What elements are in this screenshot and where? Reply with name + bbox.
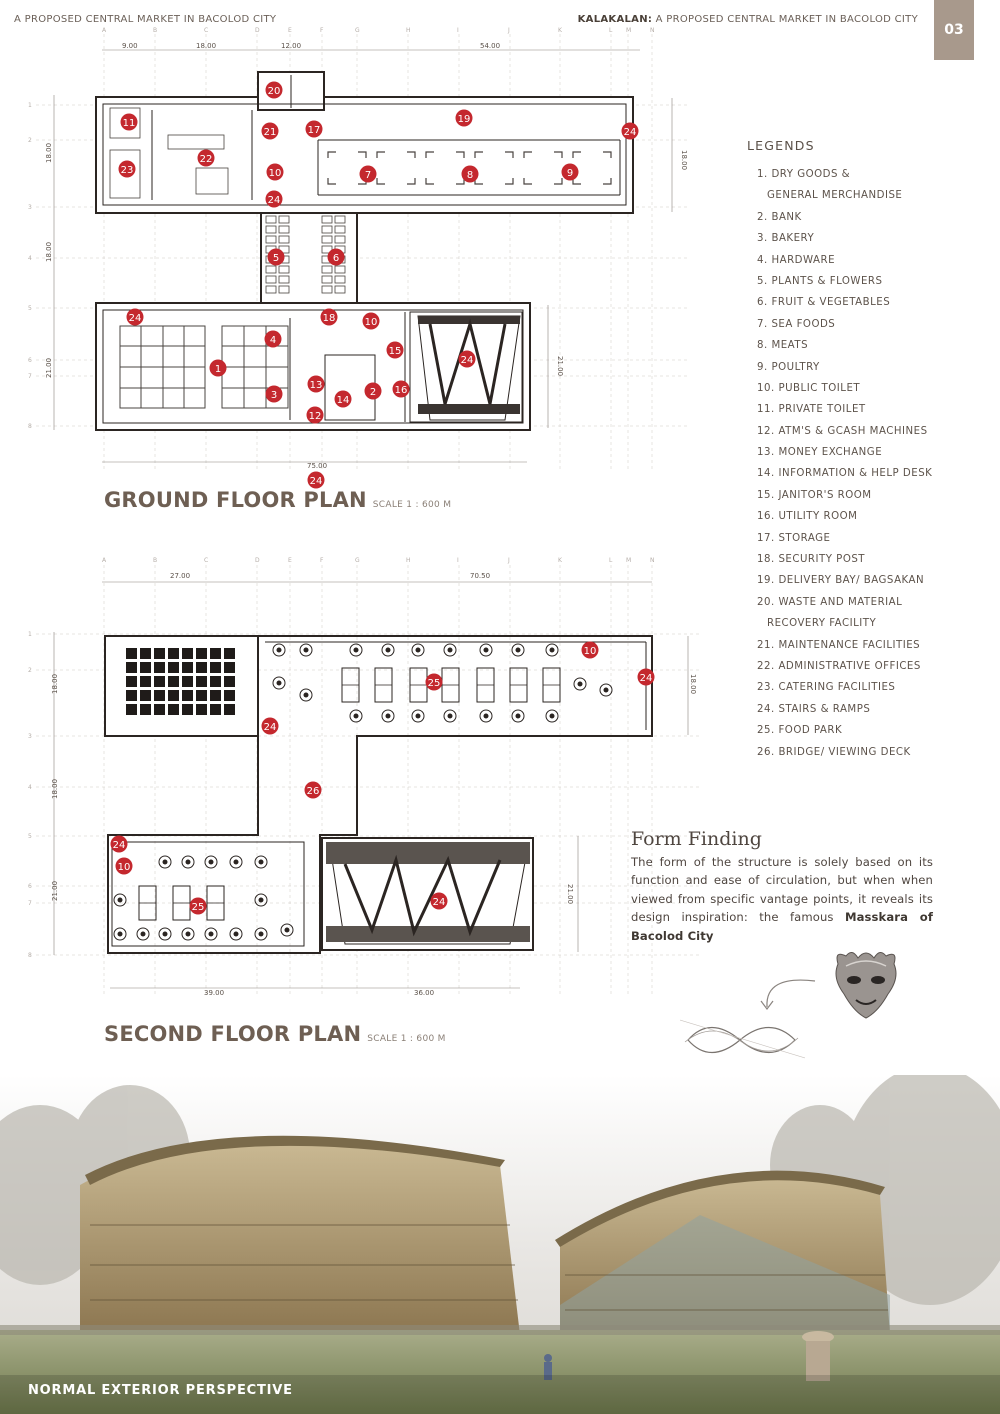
room-marker-number: 24 (460, 354, 474, 366)
gf-dim-bottom: 75.00 (307, 462, 328, 470)
legend-item (757, 230, 932, 251)
legend-item (757, 551, 932, 572)
room-marker (321, 309, 338, 326)
legend-item (757, 423, 932, 444)
legend-item-label: 21. MAINTENANCE FACILITIES (757, 639, 921, 651)
room-marker-number: 11 (122, 117, 136, 129)
room-marker-number: 24 (432, 896, 446, 908)
room-marker-number: 22 (199, 153, 213, 165)
grid-row-label: 8 (28, 423, 32, 430)
grid-col-label: F (320, 27, 324, 34)
legend-item-label: 7. SEA FOODS (757, 318, 836, 330)
room-marker (198, 150, 215, 167)
grid-col-label: B (153, 27, 158, 34)
sf-dim-bottom-2: 36.00 (414, 989, 435, 997)
room-marker-number: 24 (267, 194, 281, 206)
form-finding-body (631, 853, 933, 945)
grid-col-label: C (204, 557, 209, 564)
grid-col-label: H (406, 27, 411, 34)
grid-col-label: H (406, 557, 411, 564)
grid-col-label: I (457, 557, 459, 564)
room-marker-number: 2 (369, 386, 377, 398)
legend-item-label: 8. MEATS (757, 340, 809, 352)
legend-item-label: 16. UTILITY ROOM (757, 511, 858, 523)
header-project-subtitle: A PROPOSED CENTRAL MARKET IN BACOLOD CITY (652, 14, 918, 25)
grid-col-label: M (626, 27, 632, 34)
legend-item-label: 6. FRUIT & VEGETABLES (757, 297, 891, 309)
room-marker (459, 351, 476, 368)
grid-row-label: 6 (28, 883, 32, 890)
ground-floor-title: GROUND FLOOR PLAN (104, 488, 367, 512)
room-marker (335, 391, 352, 408)
room-marker (268, 249, 285, 266)
grid-col-label: L (609, 27, 613, 34)
room-marker (307, 407, 324, 424)
grid-row-label: 6 (28, 357, 32, 364)
legend-item (757, 637, 932, 658)
grid-col-label: E (288, 557, 292, 564)
exterior-perspective-render (0, 1075, 1000, 1414)
grid-row-label: 8 (28, 952, 32, 959)
legend-item-label: 4. HARDWARE (757, 254, 836, 266)
legend-item-label: 5. PLANTS & FLOWERS (757, 275, 883, 287)
room-marker-number: 21 (263, 126, 277, 138)
grid-col-label: A (102, 27, 107, 34)
grid-col-label: B (153, 557, 158, 564)
legend-item-label: 18. SECURITY POST (757, 554, 866, 566)
ground-floor-scale: SCALE 1 : 600 M (372, 500, 452, 510)
grid-row-label: 7 (28, 373, 32, 380)
form-sketch-infinity (680, 1010, 805, 1070)
grid-row-label: 4 (28, 255, 32, 262)
room-marker (127, 309, 144, 326)
legend-item (757, 572, 932, 593)
legend-item (757, 252, 932, 273)
legend-title: LEGENDS (747, 138, 815, 153)
room-marker-number: 24 (639, 672, 653, 684)
sf-dim-side-2: 18.00 (51, 778, 59, 799)
legend-item-label: 22. ADMINISTRATIVE OFFICES (757, 661, 921, 673)
form-finding-title: Form Finding (631, 828, 762, 850)
grid-row-label: 4 (28, 784, 32, 791)
legend-item-label: 14. INFORMATION & HELP DESK (757, 468, 933, 480)
room-marker-number: 5 (272, 252, 280, 264)
grid-col-label: I (457, 27, 459, 34)
room-marker-number: 24 (309, 475, 323, 487)
room-marker (363, 313, 380, 330)
sf-dim-right-1: 18.00 (689, 674, 697, 695)
sf-dim-side-3: 21.00 (51, 880, 59, 901)
form-finding-highlight: Masskara of Bacolod City (631, 910, 933, 943)
room-marker (266, 82, 283, 99)
room-marker (308, 376, 325, 393)
grid-col-label: D (255, 27, 260, 34)
gf-dim-side-3: 21.00 (45, 357, 53, 378)
grid-col-label: J (508, 557, 510, 564)
room-marker-number: 19 (457, 113, 471, 125)
room-marker (266, 386, 283, 403)
room-marker-number: 24 (128, 312, 142, 324)
room-marker (562, 164, 579, 181)
legend-item-label: 17. STORAGE (757, 532, 831, 544)
legend-item-label: 10. PUBLIC TOILET (757, 382, 861, 394)
legend-item-label: 13. MONEY EXCHANGE (757, 447, 883, 459)
grid-col-label: G (355, 27, 360, 34)
grid-row-label: 1 (28, 631, 32, 638)
room-marker (456, 110, 473, 127)
legend-item (757, 401, 932, 422)
room-marker (426, 674, 443, 691)
room-marker-number: 17 (307, 124, 321, 136)
room-marker-number: 18 (322, 312, 336, 324)
room-marker-number: 15 (388, 345, 402, 357)
room-marker-number: 10 (364, 316, 378, 328)
room-marker (638, 669, 655, 686)
legend-item-label: 2. BANK (757, 211, 802, 223)
room-marker-number: 3 (270, 389, 278, 401)
room-marker (365, 383, 382, 400)
grid-col-label: A (102, 557, 107, 564)
room-marker-number: 9 (566, 167, 574, 179)
gf-dim-top-2: 18.00 (196, 42, 217, 50)
room-marker-number: 20 (267, 85, 281, 97)
legend-item-label: 19. DELIVERY BAY/ BAGSAKAN (757, 575, 925, 587)
room-marker-number: 24 (623, 126, 637, 138)
legend-item (757, 465, 932, 486)
room-marker (582, 642, 599, 659)
legend-item-label: 9. POULTRY (757, 361, 820, 373)
room-marker-number: 24 (112, 839, 126, 851)
room-marker-number: 12 (308, 410, 322, 422)
grid-row-label: 2 (28, 137, 32, 144)
room-marker (462, 166, 479, 183)
room-marker-number: 14 (336, 394, 350, 406)
room-marker (360, 166, 377, 183)
legend-item (757, 273, 932, 294)
sf-dim-top-1: 27.00 (170, 572, 191, 580)
legend-item-label: 25. FOOD PARK (757, 725, 843, 737)
room-marker (119, 161, 136, 178)
grid-col-label: C (204, 27, 209, 34)
sf-dim-side-1: 18.00 (51, 673, 59, 694)
grid-row-label: 1 (28, 102, 32, 109)
grid-col-label: M (626, 557, 632, 564)
room-marker (622, 123, 639, 140)
room-marker (305, 782, 322, 799)
grid-col-label: D (255, 557, 260, 564)
room-marker-number: 26 (306, 785, 320, 797)
header-left-title: A PROPOSED CENTRAL MARKET IN BACOLOD CITY (14, 14, 277, 25)
grid-row-label: 5 (28, 305, 32, 312)
room-marker (306, 121, 323, 138)
room-marker-number: 10 (583, 645, 597, 657)
room-marker-number: 16 (394, 384, 408, 396)
sf-dim-top-2: 70.50 (470, 572, 491, 580)
grid-col-label: L (609, 557, 613, 564)
grid-col-label: K (558, 557, 562, 564)
room-marker (262, 123, 279, 140)
grid-col-label: K (558, 27, 562, 34)
grid-row-label: 2 (28, 667, 32, 674)
room-marker (262, 718, 279, 735)
grid-row-label: 3 (28, 733, 32, 740)
legend-item-label: 20. WASTE AND MATERIAL (757, 596, 903, 608)
room-marker (308, 472, 325, 489)
gf-dim-top-1: 9.00 (122, 42, 138, 50)
room-marker-number: 1 (214, 363, 222, 375)
room-marker (393, 381, 410, 398)
page-number-tab: 03 (934, 0, 974, 60)
room-marker-number: 23 (120, 164, 134, 176)
room-marker (210, 360, 227, 377)
header-project-name: KALAKALAN: (577, 14, 653, 25)
legend-item (757, 337, 932, 358)
second-floor-title-block (104, 1022, 446, 1046)
grid-col-label: E (288, 27, 292, 34)
room-marker-number: 10 (117, 861, 131, 873)
legend-item-label: 11. PRIVATE TOILET (757, 404, 866, 416)
legend-item (757, 679, 932, 700)
room-marker-number: 4 (269, 334, 277, 346)
room-marker-number: 13 (309, 379, 323, 391)
legend-item (757, 380, 932, 401)
room-marker (267, 164, 284, 181)
grid-col-label: N (650, 27, 655, 34)
room-marker-number: 8 (466, 169, 474, 181)
legend-item (757, 487, 932, 508)
legend-item-label-cont: GENERAL MERCHANDISE (767, 190, 903, 201)
ground-floor-walls (96, 72, 633, 430)
room-marker-number: 6 (332, 252, 340, 264)
legend-item-label-cont: RECOVERY FACILITY (767, 617, 877, 629)
legend-item-label: 12. ATM'S & GCASH MACHINES (757, 425, 928, 437)
grid-col-label: N (650, 557, 655, 564)
legend-item (757, 701, 932, 722)
legend-item (757, 744, 932, 765)
gf-dim-side-1: 18.00 (45, 142, 53, 163)
legend-list (757, 166, 932, 765)
sf-dim-right-2: 21.00 (566, 884, 574, 905)
legend-item (757, 658, 932, 679)
legend-item-label: 15. JANITOR'S ROOM (757, 489, 872, 501)
gf-dim-top-4: 54.00 (480, 42, 501, 50)
room-marker (121, 114, 138, 131)
sf-dim-bottom-1: 39.00 (204, 989, 225, 997)
legend-item (757, 594, 932, 637)
room-marker (111, 836, 128, 853)
room-marker (431, 893, 448, 910)
room-marker-number: 10 (268, 167, 282, 179)
grid-row-label: 7 (28, 900, 32, 907)
room-marker-number: 25 (427, 677, 441, 689)
legend-item (757, 722, 932, 743)
legend-item (757, 359, 932, 380)
room-marker (265, 331, 282, 348)
gf-dim-right-1: 18.00 (680, 150, 688, 171)
ground-floor-title-block (104, 488, 451, 512)
masskara-mask-illustration (826, 946, 906, 1026)
legend-item (757, 316, 932, 337)
gf-dim-side-2: 18.00 (45, 241, 53, 262)
room-marker-number: 7 (364, 169, 372, 181)
room-marker (387, 342, 404, 359)
grid-col-label: F (320, 557, 324, 564)
legend-item (757, 166, 932, 209)
grid-row-label: 3 (28, 204, 32, 211)
render-caption: NORMAL EXTERIOR PERSPECTIVE (28, 1383, 293, 1398)
legend-item (757, 209, 932, 230)
gf-dim-top-3: 12.00 (281, 42, 302, 50)
room-marker (328, 249, 345, 266)
form-finding-text: The form of the structure is solely based on its function and ease of circulation, but when when viewed from specific vantage points, it reveals its design inspiration: the famous (631, 855, 933, 925)
sketch-arrow-1 (755, 975, 825, 1015)
room-marker (190, 898, 207, 915)
grid-col-label: J (508, 27, 510, 34)
legend-item (757, 530, 932, 551)
room-marker (116, 858, 133, 875)
legend-item-label: 24. STAIRS & RAMPS (757, 703, 871, 715)
legend-item (757, 294, 932, 315)
room-marker (266, 191, 283, 208)
legend-item (757, 444, 932, 465)
legend-item-label: 3. BAKERY (757, 233, 815, 245)
legend-item-label: 23. CATERING FACILITIES (757, 682, 896, 694)
legend-item-label: 1. DRY GOODS & (757, 169, 851, 180)
legend-item-label: 26. BRIDGE/ VIEWING DECK (757, 746, 911, 758)
legend-item (757, 508, 932, 529)
second-floor-title: SECOND FLOOR PLAN (104, 1022, 362, 1046)
grid-col-label: G (355, 557, 360, 564)
room-marker-number: 24 (263, 721, 277, 733)
gf-dim-right-2: 21.00 (556, 356, 564, 377)
grid-row-label: 5 (28, 833, 32, 840)
room-marker-number: 25 (191, 901, 205, 913)
second-floor-scale: SCALE 1 : 600 M (367, 1034, 446, 1044)
